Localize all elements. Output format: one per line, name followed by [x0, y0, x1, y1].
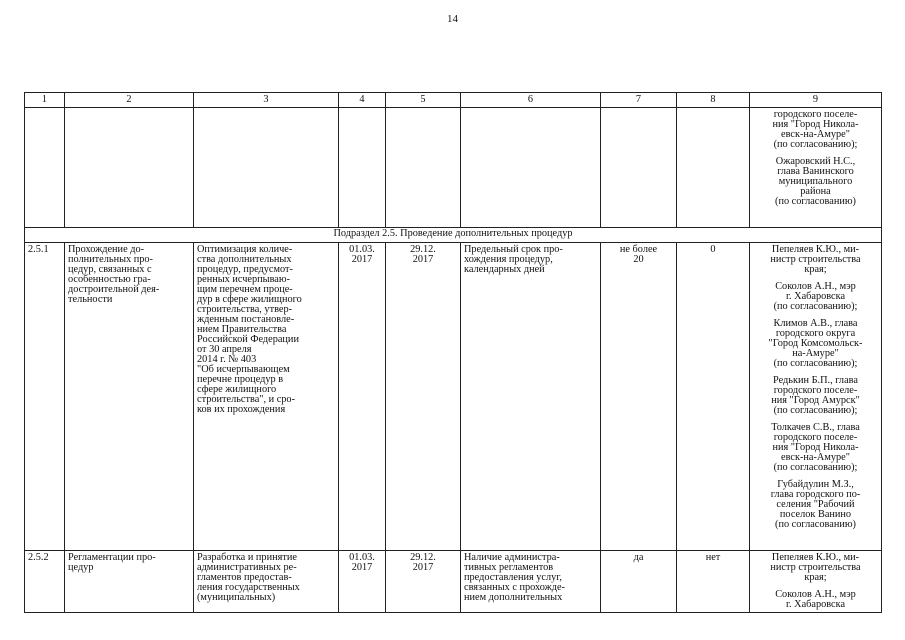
row-number: 2.5.2: [25, 551, 65, 613]
column-number: 6: [461, 93, 601, 108]
measure-name: Прохождение до- полнительных про- цедур, связанных с особенностью гра- достроительной дея- тельности: [65, 243, 194, 551]
responsible-entry: Губайдулин М.З., глава городского по- селения "Рабочий поселок Ванино (по согласованию): [770, 479, 861, 530]
column-number: 2: [65, 93, 194, 108]
page-number: 14: [447, 13, 458, 25]
column-number: 1: [25, 93, 65, 108]
continuation-row: [25, 108, 882, 228]
indicator: Наличие администра- тивных регламентов предоставления услуг, связанных с прохожде- нием дополнительных: [461, 551, 601, 613]
subsection-row: [25, 228, 882, 243]
target-value: не более 20: [601, 243, 677, 551]
responsible-entry: Редькин Б.П., глава городского поселе- ния "Город Амурск" (по согласованию);: [771, 375, 860, 416]
column-number-row: [25, 93, 882, 108]
subsection-title: Подраздел 2.5. Проведение дополнительных процедур: [25, 228, 882, 243]
measures-table: [24, 92, 882, 613]
measure-name: Регламентации про- цедур: [65, 551, 194, 613]
column-number: 3: [194, 93, 339, 108]
current-value: нет: [677, 551, 750, 613]
column-number: 4: [339, 93, 386, 108]
end-date: 29.12. 2017: [386, 243, 461, 551]
responsible-entry: Пепеляев К.Ю., ми- нистр строительства края;: [770, 244, 861, 275]
responsible-entry: Климов А.В., глава городского округа "Город Комсомольск- на-Амуре" (по согласованию);: [768, 318, 863, 369]
responsible-cell: [750, 108, 882, 228]
current-value: 0: [677, 243, 750, 551]
column-number: 9: [750, 93, 882, 108]
table-row: [25, 243, 882, 551]
column-number: 8: [677, 93, 750, 108]
column-number: 7: [601, 93, 677, 108]
row-number: 2.5.1: [25, 243, 65, 551]
column-number: 5: [386, 93, 461, 108]
indicator: Предельный срок про- хождения процедур, календарных дней: [461, 243, 601, 551]
start-date: 01.03. 2017: [339, 551, 386, 613]
measure-action: Оптимизация количе- ства дополнительных процедур, предусмот- ренных исчерпываю- щим перечнем проце- дур в сфере жилищного строительства, утвер- жденным постановле- нием Правительства Российской Федерации от 30 апреля 2014 г. № 403 "Об исчерпывающем перечне процедур в сфере жилищного строительства", и сро- ков их прохождения: [194, 243, 339, 551]
responsible-entry: городского поселе- ния "Город Никола- евск-на-Амуре" (по согласованию);: [772, 109, 859, 150]
responsible-entry: Пепеляев К.Ю., ми- нистр строительства края;: [770, 552, 861, 583]
responsible-entry: Толкачев С.В., глава городского поселе- ния "Город Никола- евск-на-Амуре" (по согласованию);: [771, 422, 860, 473]
responsible-cell: [750, 243, 882, 551]
table-row: [25, 551, 882, 613]
responsible-entry: Соколов А.Н., мэр г. Хабаровска: [775, 589, 856, 610]
responsible-entry: Ожаровский Н.С., глава Ванинского муниципального района (по согласованию): [775, 156, 856, 207]
responsible-cell: [750, 551, 882, 613]
responsible-entry: Соколов А.Н., мэр г. Хабаровска (по согласованию);: [773, 281, 858, 312]
measure-action: Разработка и принятие административных ре- гламентов предостав- ления государственных (муниципальных): [194, 551, 339, 613]
start-date: 01.03. 2017: [339, 243, 386, 551]
target-value: да: [601, 551, 677, 613]
end-date: 29.12. 2017: [386, 551, 461, 613]
